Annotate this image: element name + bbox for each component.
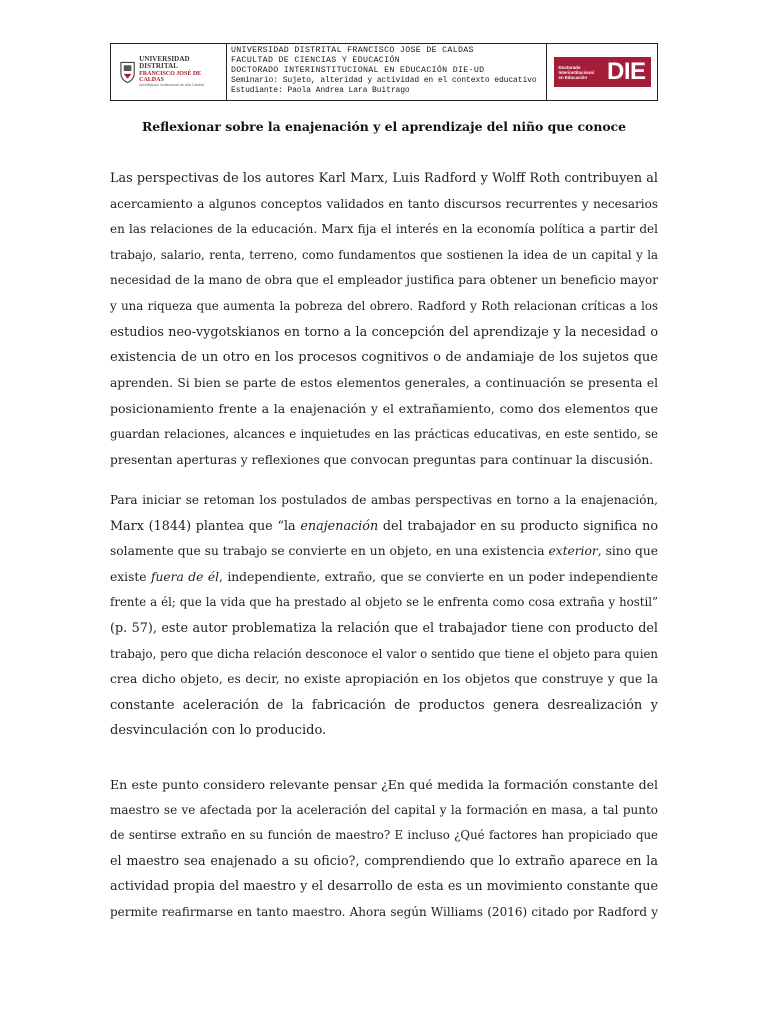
text-line: Marx (1844) plantea que “la enajenación del trabajador en su producto significa no — [110, 518, 658, 534]
emphasis-text: fuera de él — [151, 569, 219, 584]
text-line: trabajo, pero que dicha relación desconoce el valor o sentido que tiene el objeto para quien — [110, 646, 658, 661]
text-line: Para iniciar se retoman los postulados de ambas perspectivas en torno a la enajenación, — [110, 493, 658, 507]
header-program-line: DOCTORADO INTERINSTITUCIONAL EN EDUCACIÓN DIE-UD — [231, 66, 485, 75]
text-line: crea dicho objeto, es decir, no existe apropiación en los objetos que construye y que la — [110, 672, 658, 687]
university-logo — [111, 44, 227, 100]
text-line: maestro se ve afectada por la aceleración del capital y la formación en masa, a tal punto — [110, 802, 658, 817]
text-line: permite reafirmarse en tanto maestro. Ahora según Williams (2016) citado por Radford y — [110, 904, 658, 919]
text-line: actividad propia del maestro y el desarrollo de esta es un movimiento constante que — [110, 879, 658, 895]
text-line: estudios neo-vygotskianos en torno a la concepción del aprendizaje y la necesidad o — [110, 324, 658, 340]
text-line: En este punto considero relevante pensar ¿En qué medida la formación constante del — [110, 777, 658, 792]
header-seminar-line: Seminario: Sujeto, alteridad y actividad en el contexto educativo — [231, 76, 537, 85]
die-logo-line-2: Interinstitucional — [558, 69, 594, 75]
header-faculty-line: FACULTAD DE CIENCIAS Y EDUCACIÓN — [231, 56, 400, 65]
text-line: en las relaciones de la educación. Marx fija el interés en la economía política a partir del — [110, 222, 658, 237]
text-line: presentan aperturas y reflexiones que convocan preguntas para continuar la discusión. — [110, 452, 654, 467]
text-line: constante aceleración de la fabricación de productos genera desrealización y — [110, 697, 658, 713]
die-logo-line-3: en Educación — [558, 74, 588, 80]
text-line: aprenden. Si bien se parte de estos elementos generales, a continuación se presenta el — [110, 375, 658, 390]
die-logo-line-1: Doctorado — [558, 64, 581, 70]
die-logo — [547, 44, 657, 100]
text-line: desvinculación con lo producido. — [110, 723, 327, 739]
text-line: necesidad de la mano de obra que el empleador justifica para obtener un beneficio mayor — [110, 273, 658, 288]
document-title: Reflexionar sobre la enajenación y el aprendizaje del niño que conoce — [141, 119, 627, 134]
header-student-line: Estudiante: Paola Andrea Lara Buitrago — [231, 86, 410, 95]
text-line: (p. 57), este autor problematiza la relación que el trabajador tiene con producto del — [110, 620, 658, 636]
text-line: trabajo, salario, renta, terreno, como fundamentos que sostienen la idea de un capital y la — [110, 247, 658, 262]
emphasis-text: exterior — [548, 544, 598, 559]
header-info — [227, 44, 547, 100]
text-line: solamente que su trabajo se convierte en un objeto, en una existencia exterior, sino que — [110, 544, 658, 559]
header-university-line: UNIVERSIDAD DISTRITAL FRANCISCO JOSE DE CALDAS — [231, 46, 474, 55]
text-line: existe fuera de él, independiente, extraño, que se convierte en un poder independiente — [110, 569, 658, 584]
die-logo-box — [554, 57, 651, 87]
document-header-table — [110, 43, 658, 101]
university-crest-icon — [119, 60, 136, 84]
text-line: de sentirse extraño en su función de maestro? E incluso ¿Qué factores han propiciado que — [110, 828, 658, 843]
text-line: Las perspectivas de los autores Karl Marx, Luis Radford y Wolff Roth contribuyen al — [110, 171, 658, 186]
text-line: acercamiento a algunos conceptos validados en tanto discursos recurrentes y necesarios — [110, 196, 658, 211]
text-line: guardan relaciones, alcances e inquietudes en las prácticas educativas, en este sentido, se — [110, 426, 658, 441]
die-logo-acronym: DIE — [606, 58, 646, 85]
paragraph-3 — [110, 772, 658, 926]
paragraph-2 — [110, 488, 658, 744]
paragraph-1 — [110, 166, 658, 473]
university-logo-accreditation: Acreditación Institucional de Alta Calidad — [139, 83, 205, 88]
emphasis-text: enajenación — [300, 518, 379, 534]
text-line: y una riqueza que aumenta la pobreza del obrero. Radford y Roth relacionan críticas a los — [110, 298, 658, 313]
university-logo-name: UNIVERSIDAD DISTRITAL — [139, 55, 190, 71]
text-line: el maestro sea enajenado a su oficio?, comprendiendo que lo extraño aparece en la — [110, 853, 658, 869]
text-line: existencia de un otro en los procesos cognitivos o de andamiaje de los sujetos que — [110, 350, 658, 366]
text-line: posicionamiento frente a la enajenación y el extrañamiento, como dos elementos que — [110, 401, 658, 417]
university-logo-subname: FRANCISCO JOSÉ DE CALDAS — [139, 71, 202, 84]
text-line: frente a él; que la vida que ha prestado al objeto se le enfrenta como cosa extraña y hostil” — [110, 595, 658, 610]
